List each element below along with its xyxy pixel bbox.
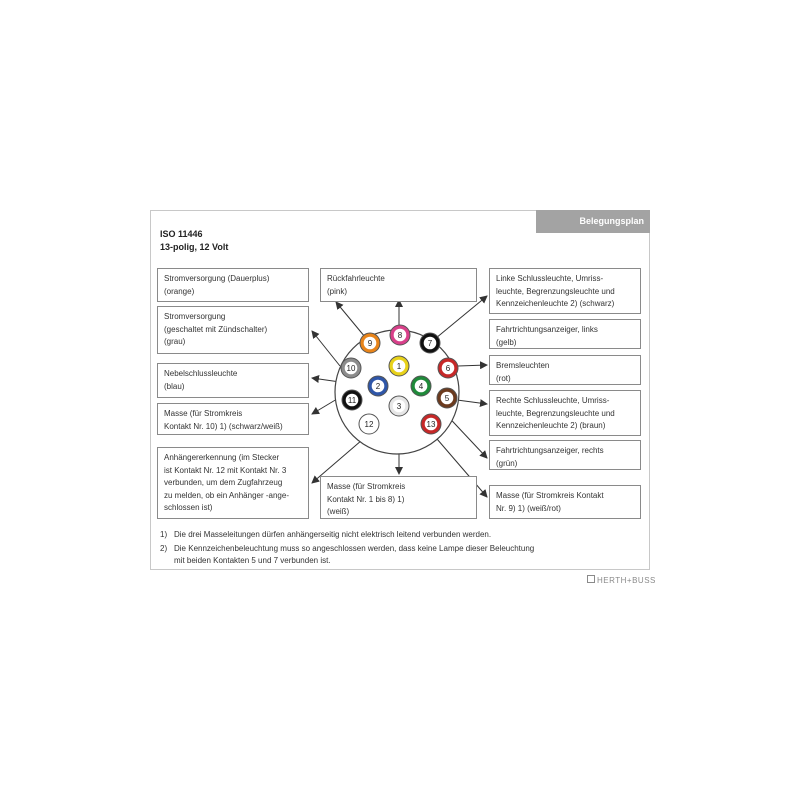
arrow-line [458,365,487,366]
pin-description-box: Masse (für Stromkreis Kontakt Nr. 10) 1) (schwarz/weiß) [157,403,309,435]
arrow-line [312,331,340,366]
pin-description-box: Rückfahrleuchte (pink) [320,268,477,302]
pin-label: 5 [444,394,450,403]
arrow-line [457,400,487,404]
pin-label: 10 [346,364,356,373]
pin-description-box: Fahrtrichtungsanzeiger, rechts (grün) [489,440,641,470]
pin-label: 12 [364,420,374,429]
pin-12 [359,414,379,434]
pin-label: 13 [426,420,436,429]
pin-9 [360,333,380,353]
pin-description-box: Stromversorgung (geschaltet mit Zündschalter) (grau) [157,306,309,354]
pin-description-box: Rechte Schlussleuchte, Umriss- leuchte, Begrenzungsleuchte und Kennzeichenleuchte 2) (braun) [489,390,641,436]
pin-8 [390,325,410,345]
arrow-line [430,296,487,343]
brand-mark-icon [587,575,595,583]
pin-4 [411,376,431,396]
pin-10 [341,358,361,378]
pin-label: 11 [347,396,357,405]
pin-description-box: Anhängererkennung (im Stecker ist Kontakt Nr. 12 mit Kontakt Nr. 3 verbunden, um dem Zugfahrzeug zu melden, ob ein Anhänger -ange- schlossen ist) [157,447,309,519]
pin-label: 2 [375,382,381,391]
pin-description-box: Masse (für Stromkreis Kontakt Nr. 9) 1) (weiß/rot) [489,485,641,519]
standard-title: ISO 11446 [160,229,203,239]
pin-description-box: Stromversorgung (Dauerplus) (orange) [157,268,309,302]
pin-description-box: Fahrtrichtungsanzeiger, links (gelb) [489,319,641,349]
pin-label: 7 [427,339,433,348]
pin-7 [420,333,440,353]
pin-13 [421,414,441,434]
pin-description-box: Bremsleuchten (rot) [489,355,641,385]
pin-description-box: Nebelschlussleuchte (blau) [157,363,309,398]
pin-label: 1 [396,362,402,371]
pin-label: 6 [445,364,451,373]
pin-3 [389,396,409,416]
pin-description-box: Masse (für Stromkreis Kontakt Nr. 1 bis 8) 1) (weiß) [320,476,477,519]
pin-label: 8 [397,331,403,340]
section-tag: Belegungsplan [536,210,650,233]
brand-logo: HERTH+BUSS [587,575,656,585]
pin-label: 4 [418,382,424,391]
pin-description-box: Linke Schlussleuchte, Umriss- leuchte, Begrenzungsleuchte und Kennzeichenleuchte 2) (schwarz) [489,268,641,314]
pin-1 [389,356,409,376]
connector-subtitle: 13-polig, 12 Volt [160,242,229,252]
pin-6 [438,358,458,378]
pin-label: 3 [396,402,402,411]
pin-11 [342,390,362,410]
pin-5 [437,388,457,408]
pin-label: 9 [367,339,373,348]
pin-2 [368,376,388,396]
